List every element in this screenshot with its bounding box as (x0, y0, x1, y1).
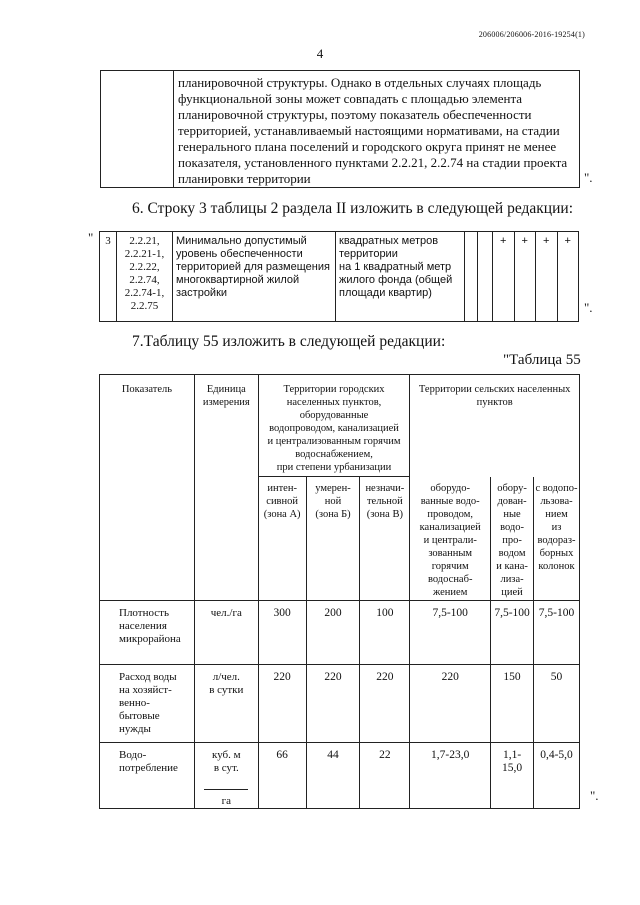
subheader-line: льзова- (540, 496, 573, 507)
cell-value: 7,5-100 (491, 601, 534, 665)
subheader-line: колонок (538, 561, 575, 572)
subheader-line: (зона А) (263, 509, 301, 520)
continuation-line: планировки территории (178, 171, 311, 186)
cell-value: 150 (491, 665, 534, 743)
row-label-line: нужды (119, 723, 151, 735)
subheader-line: незначи- (365, 483, 405, 494)
norm-line: 2.2.74-1, (124, 287, 165, 299)
cell-value: 220 (258, 665, 306, 743)
applicability-mark: + (536, 232, 558, 322)
name-line: Минимально допустимый (176, 235, 307, 247)
subheader-line: (зона В) (366, 509, 403, 520)
row-label-line: венно- (119, 697, 150, 709)
row-unit (194, 665, 258, 743)
subheader-line: и централи- (423, 535, 477, 546)
header-indicator: Показатель (100, 375, 195, 601)
section-6-heading: 6. Строку 3 таблицы 2 раздела II изложить в следующей редакции: (132, 200, 574, 217)
subheader-line: про- (502, 535, 522, 546)
row-unit-line: л/чел. (212, 671, 240, 683)
continuation-line: территорией, устанавливаемый настоящими нормативами, на стадии (178, 123, 560, 138)
row-label-density (100, 601, 195, 665)
subheader-line: тельной (366, 496, 403, 507)
subheader-line: водоснаб- (427, 574, 473, 585)
header-unit (194, 375, 258, 601)
applicability-mark: + (493, 232, 515, 322)
norm-line: 2.2.75 (130, 300, 159, 312)
indicator-name (173, 232, 336, 322)
unit-line: жилого фонда (общей (339, 274, 453, 286)
opening-quote: " (88, 230, 94, 245)
subheader-line: (зона Б) (315, 509, 351, 520)
header-urban-line: оборудованные (299, 410, 369, 421)
applicability-mark: + (514, 232, 536, 322)
header-rural-territories (410, 375, 580, 477)
table-55-label: "Таблица 55 (503, 352, 581, 368)
subheader-line: борных (539, 548, 574, 559)
cell-value: 66 (258, 743, 306, 809)
cell-value: 22 (360, 743, 410, 809)
cell-value: 50 (533, 665, 579, 743)
row-label-line: Расход воды (119, 671, 177, 683)
name-line: территорией для размещения (176, 261, 330, 273)
subheader-line: из водораз- (537, 522, 576, 546)
subheader-line: зованным (428, 548, 473, 559)
empty-cell (465, 232, 478, 322)
subheader-line: умерен- (315, 483, 351, 494)
subheader-rural-full (410, 477, 491, 601)
header-urban-line: населенных пунктов, (286, 397, 382, 408)
row-unit-fraction (194, 743, 258, 809)
continuation-empty-cell (101, 71, 174, 188)
header-urban-line: и централизованным горячим (267, 436, 401, 447)
closing-quote: ". (584, 170, 593, 185)
fraction-bar (204, 789, 248, 790)
row-number: 3 (100, 232, 117, 322)
cell-value: 220 (360, 665, 410, 743)
unit-numerator-line: в сут. (213, 762, 239, 774)
cell-value: 220 (410, 665, 491, 743)
applicability-mark: + (557, 232, 579, 322)
row-label-line: на хозяйст- (119, 684, 172, 696)
continuation-line: планировочной структуры, поэтому показатель обеспеченности (178, 107, 532, 122)
table-55 (99, 374, 580, 809)
subheader-line: лиза- (500, 574, 524, 585)
subheader-line: ванные водо- (420, 496, 480, 507)
section-7-heading: 7.Таблицу 55 изложить в следующей редакции: (132, 333, 446, 350)
header-urban-line: водоснабжением, (295, 449, 373, 460)
row-label-line: микрорайона (119, 633, 181, 645)
closing-quote: ". (590, 788, 599, 803)
subheader-rural-columns (533, 477, 579, 601)
subheader-zone-v (360, 477, 410, 601)
row-label-line: населения (119, 620, 167, 632)
header-urban-territories (258, 375, 410, 477)
subheader-line: оборудо- (430, 483, 471, 494)
continuation-line: функциональной зоны может совпадать с площадью элемента (178, 91, 523, 106)
cell-value: 300 (258, 601, 306, 665)
continuation-line: планировочной структуры. Однако в отдельных случаях площадь (178, 75, 542, 90)
norm-line: 2.2.21, (129, 235, 160, 247)
subheader-line: и кана- (496, 561, 528, 572)
subheader-zone-b (306, 477, 360, 601)
subheader-line: ные (503, 509, 521, 520)
cell-value: 7,5-100 (410, 601, 491, 665)
name-line: многоквартирной жилой (176, 274, 300, 286)
subheader-line: сивной (266, 496, 299, 507)
unit-numerator-line: куб. м (212, 749, 241, 761)
subheader-line: дован- (497, 496, 527, 507)
cell-value: 1,7-23,0 (410, 743, 491, 809)
row-label-line: Плотность (119, 607, 169, 619)
header-urban-line: Территории городских (283, 384, 385, 395)
subheader-line: цией (501, 587, 523, 598)
header-urban-line: водопроводом, канализацией (269, 423, 399, 434)
page-number: 4 (316, 46, 324, 61)
header-urban-line: при степени урбанизации (276, 462, 392, 473)
table2-row3 (99, 231, 579, 322)
cell-value: 0,4-5,0 (533, 743, 579, 809)
continuation-line: показателя, установленного пунктами 2.2.21, 2.2.74 на стадии проекта (178, 155, 568, 170)
subheader-line: обору- (497, 483, 527, 494)
norm-references (117, 232, 173, 322)
name-line: застройки (176, 287, 228, 299)
cell-value: 44 (306, 743, 360, 809)
unit-line: на 1 квадратный метр (339, 261, 452, 273)
subheader-line: водом (498, 548, 526, 559)
norm-line: 2.2.22, (129, 261, 160, 273)
norm-line: 2.2.21-1, (124, 248, 165, 260)
row-unit: чел./га (194, 601, 258, 665)
cell-value: 1,1- 15,0 (491, 743, 534, 809)
unit-line: площади квартир) (339, 287, 432, 299)
cell-value: 200 (306, 601, 360, 665)
row-label-line: бытовые (119, 710, 160, 722)
continuation-text-cell (174, 71, 580, 188)
subheader-line: проводом, (427, 509, 474, 520)
cell-value: 7,5-100 (533, 601, 579, 665)
subheader-line: с водопо- (535, 483, 578, 494)
header-rural-line: пунктов (476, 397, 513, 408)
continuation-line: генерального плана поселений и городского округа принят не менее (178, 139, 557, 154)
empty-cell (478, 232, 493, 322)
subheader-rural-water (491, 477, 534, 601)
unit-line: территории (339, 248, 398, 260)
subheader-line: ной (324, 496, 342, 507)
cell-value: 100 (360, 601, 410, 665)
name-line: уровень обеспеченности (176, 248, 303, 260)
row-unit-line: в сутки (209, 684, 244, 696)
subheader-line: нием (545, 509, 568, 520)
unit-line: квадратных метров (339, 235, 439, 247)
subheader-line: жением (433, 587, 468, 598)
continuation-table (100, 70, 580, 188)
unit-of-measure (336, 232, 465, 322)
norm-line: 2.2.74, (129, 274, 160, 286)
header-rural-line: Территории сельских населенных (418, 384, 571, 395)
row-label-water-use (100, 665, 195, 743)
subheader-line: водо- (500, 522, 525, 533)
row-label-line: потребление (119, 762, 178, 774)
cell-value: 220 (306, 665, 360, 743)
subheader-line: интен- (267, 483, 297, 494)
row-label-line: Водо- (119, 749, 147, 761)
subheader-line: горячим (431, 561, 469, 572)
row-label-water-consumption (100, 743, 195, 809)
document-id: 206006/206006-2016-19254(1) (478, 30, 585, 39)
header-unit-line: Единица (206, 384, 246, 395)
closing-quote: ". (584, 300, 593, 315)
subheader-zone-a (258, 477, 306, 601)
header-unit-line: измерения (202, 397, 250, 408)
unit-denominator: га (221, 795, 232, 807)
subheader-line: канализацией (419, 522, 481, 533)
